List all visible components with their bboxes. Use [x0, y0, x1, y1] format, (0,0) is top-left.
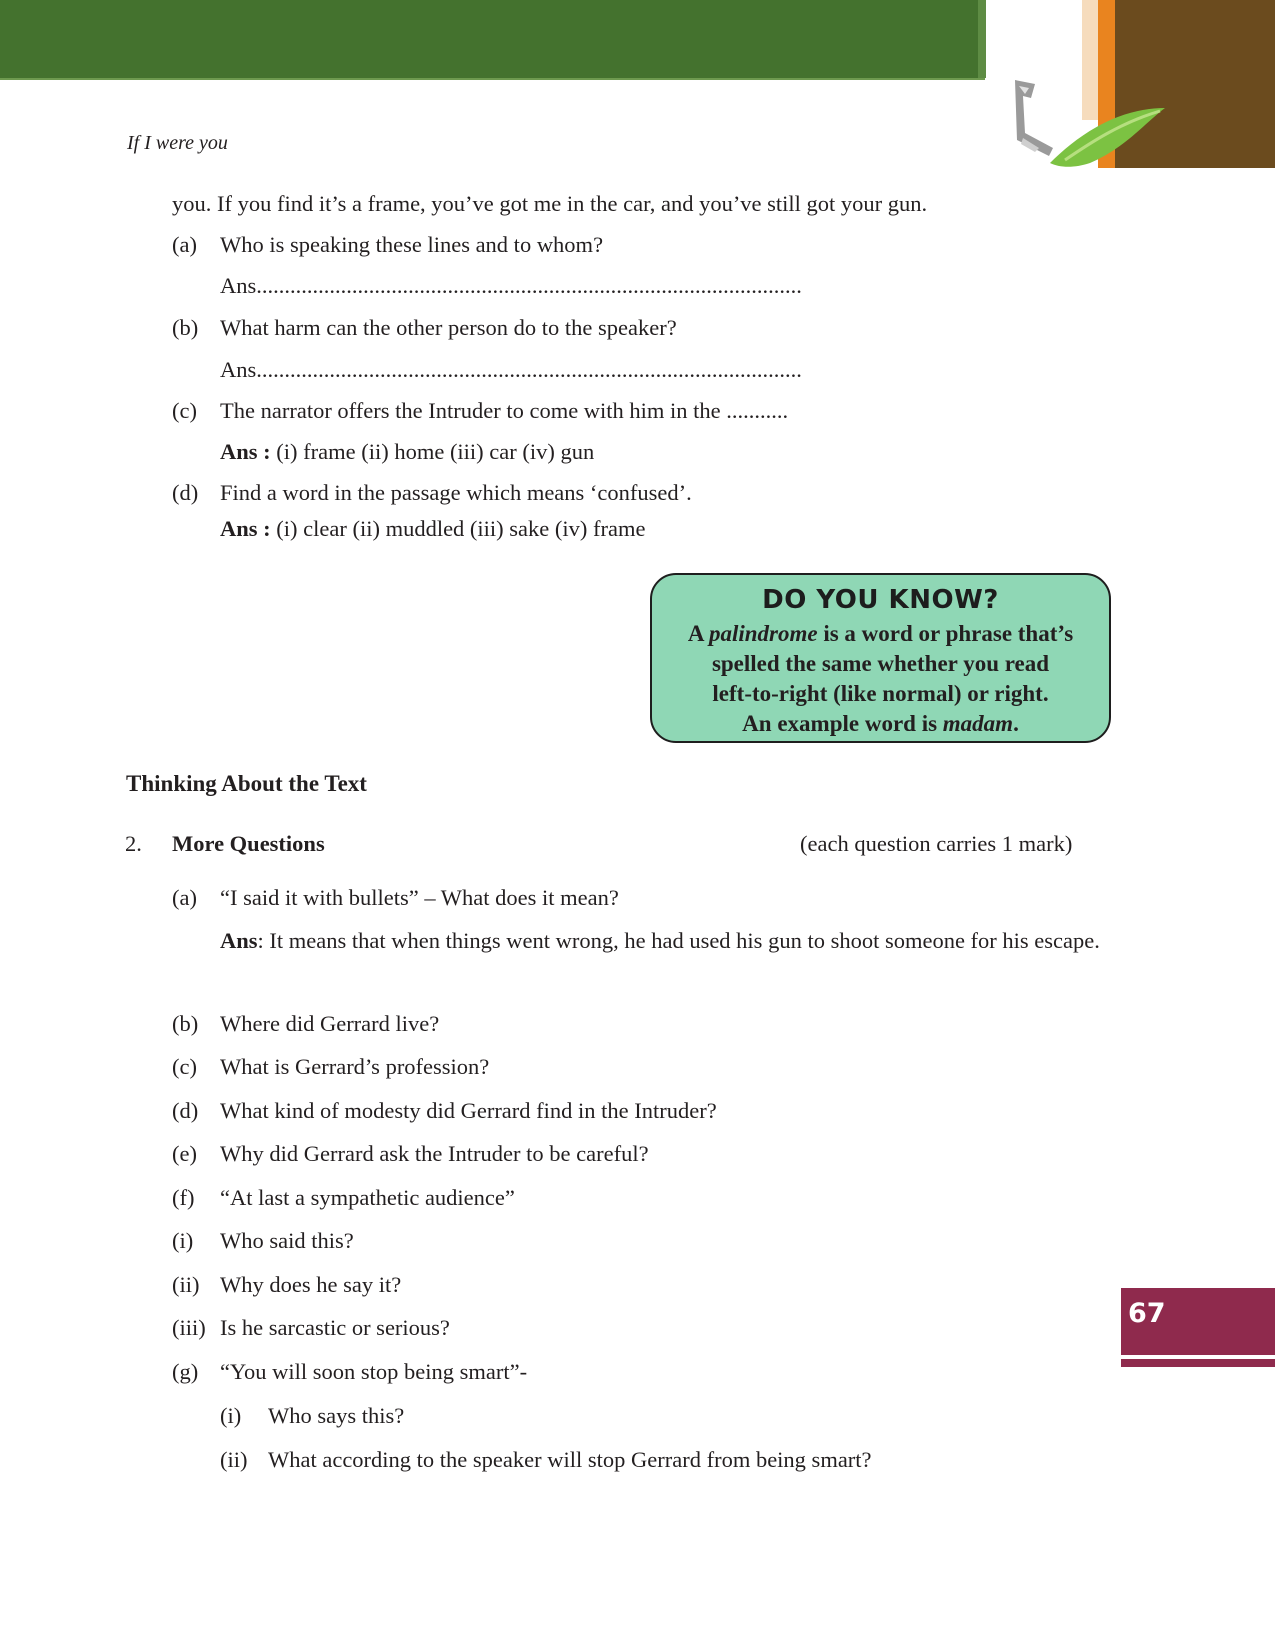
callout-line: [652, 619, 1109, 649]
question-text: Is he sarcastic or serious?: [220, 1315, 450, 1340]
question-text: The narrator offers the Intruder to come with him in the ...........: [220, 398, 789, 423]
section-heading: Thinking About the Text: [126, 771, 367, 796]
callout-emphasis: palindrome: [708, 621, 818, 646]
question-label: (i): [220, 1403, 242, 1428]
question-text: What according to the speaker will stop Gerrard from being smart?: [268, 1447, 872, 1472]
question-label: (g): [172, 1359, 199, 1384]
answer-options-c: [220, 438, 594, 466]
callout-text: A: [687, 621, 709, 646]
question-label: (a): [172, 885, 197, 910]
question-text: “At last a sympathetic audience”: [220, 1185, 515, 1210]
question-label: (c): [172, 398, 197, 423]
marks-note: (each question carries 1 mark): [800, 831, 1073, 856]
corner-leaf-graphic: [995, 78, 1175, 173]
answer-a: [220, 922, 1120, 960]
question-label: (c): [172, 1054, 197, 1079]
header-green-bar: [0, 0, 985, 78]
answer-label: Ans :: [220, 516, 271, 541]
running-head: If I were you: [127, 132, 228, 154]
callout-line: left-to-right (like normal) or right.: [712, 681, 1049, 706]
question-text: Where did Gerrard live?: [220, 1011, 440, 1036]
callout-line: [652, 709, 1109, 739]
question-text: What harm can the other person do to the speaker?: [220, 315, 677, 340]
answer-options: (i) frame (ii) home (iii) car (iv) gun: [270, 439, 595, 464]
answer-line: Ans.................................................................................................: [220, 273, 802, 298]
question-label: (d): [172, 480, 199, 505]
callout-body: [652, 619, 1109, 739]
header-bar-underline: [0, 78, 985, 80]
question-label: (ii): [172, 1272, 200, 1297]
question-text: What is Gerrard’s profession?: [220, 1054, 490, 1079]
passage-end: you. If you find it’s a frame, you’ve got me in the car, and you’ve still got your gun.: [172, 191, 928, 216]
question-label: (iii): [172, 1315, 206, 1340]
answer-text: : It means that when things went wrong, he had used his gun to shoot someone for his escape.: [257, 928, 1100, 953]
callout-text: is a word or phrase that’s: [817, 621, 1074, 646]
answer-label: Ans :: [220, 439, 271, 464]
question-text: “I said it with bullets” – What does it mean?: [220, 885, 619, 910]
section-title: More Questions: [172, 831, 325, 856]
callout-emphasis: madam: [942, 711, 1014, 736]
callout-text: .: [1013, 711, 1019, 736]
question-text: Who says this?: [268, 1403, 405, 1428]
question-text: Why does he say it?: [220, 1272, 402, 1297]
question-label: (e): [172, 1141, 197, 1166]
answer-options: (i) clear (ii) muddled (iii) sake (iv) frame: [270, 516, 646, 541]
do-you-know-callout: [650, 573, 1111, 743]
callout-line: spelled the same whether you read: [711, 651, 1050, 676]
question-label: (d): [172, 1098, 199, 1123]
answer-label: Ans: [220, 928, 258, 953]
question-label: (ii): [220, 1447, 248, 1472]
page-number: 67: [1128, 1298, 1166, 1329]
question-label: (b): [172, 1011, 199, 1036]
question-label: (f): [172, 1185, 195, 1210]
callout-title: DO YOU KNOW?: [762, 585, 999, 615]
question-label: (b): [172, 315, 199, 340]
question-label: (a): [172, 232, 197, 257]
page-number-underline: [1121, 1359, 1275, 1367]
answer-options-d: [220, 515, 645, 543]
section-number: 2.: [125, 831, 142, 856]
question-text: “You will soon stop being smart”-: [220, 1359, 528, 1384]
header-bar-edge: [978, 0, 986, 78]
question-label: (i): [172, 1228, 194, 1253]
answer-line: Ans.................................................................................................: [220, 357, 802, 382]
question-text: Why did Gerrard ask the Intruder to be careful?: [220, 1141, 649, 1166]
question-text: Find a word in the passage which means ‘confused’.: [220, 480, 692, 505]
callout-text: An example word is: [742, 711, 943, 736]
question-text: What kind of modesty did Gerrard find in the Intruder?: [220, 1098, 717, 1123]
question-text: Who is speaking these lines and to whom?: [220, 232, 604, 257]
question-text: Who said this?: [220, 1228, 354, 1253]
